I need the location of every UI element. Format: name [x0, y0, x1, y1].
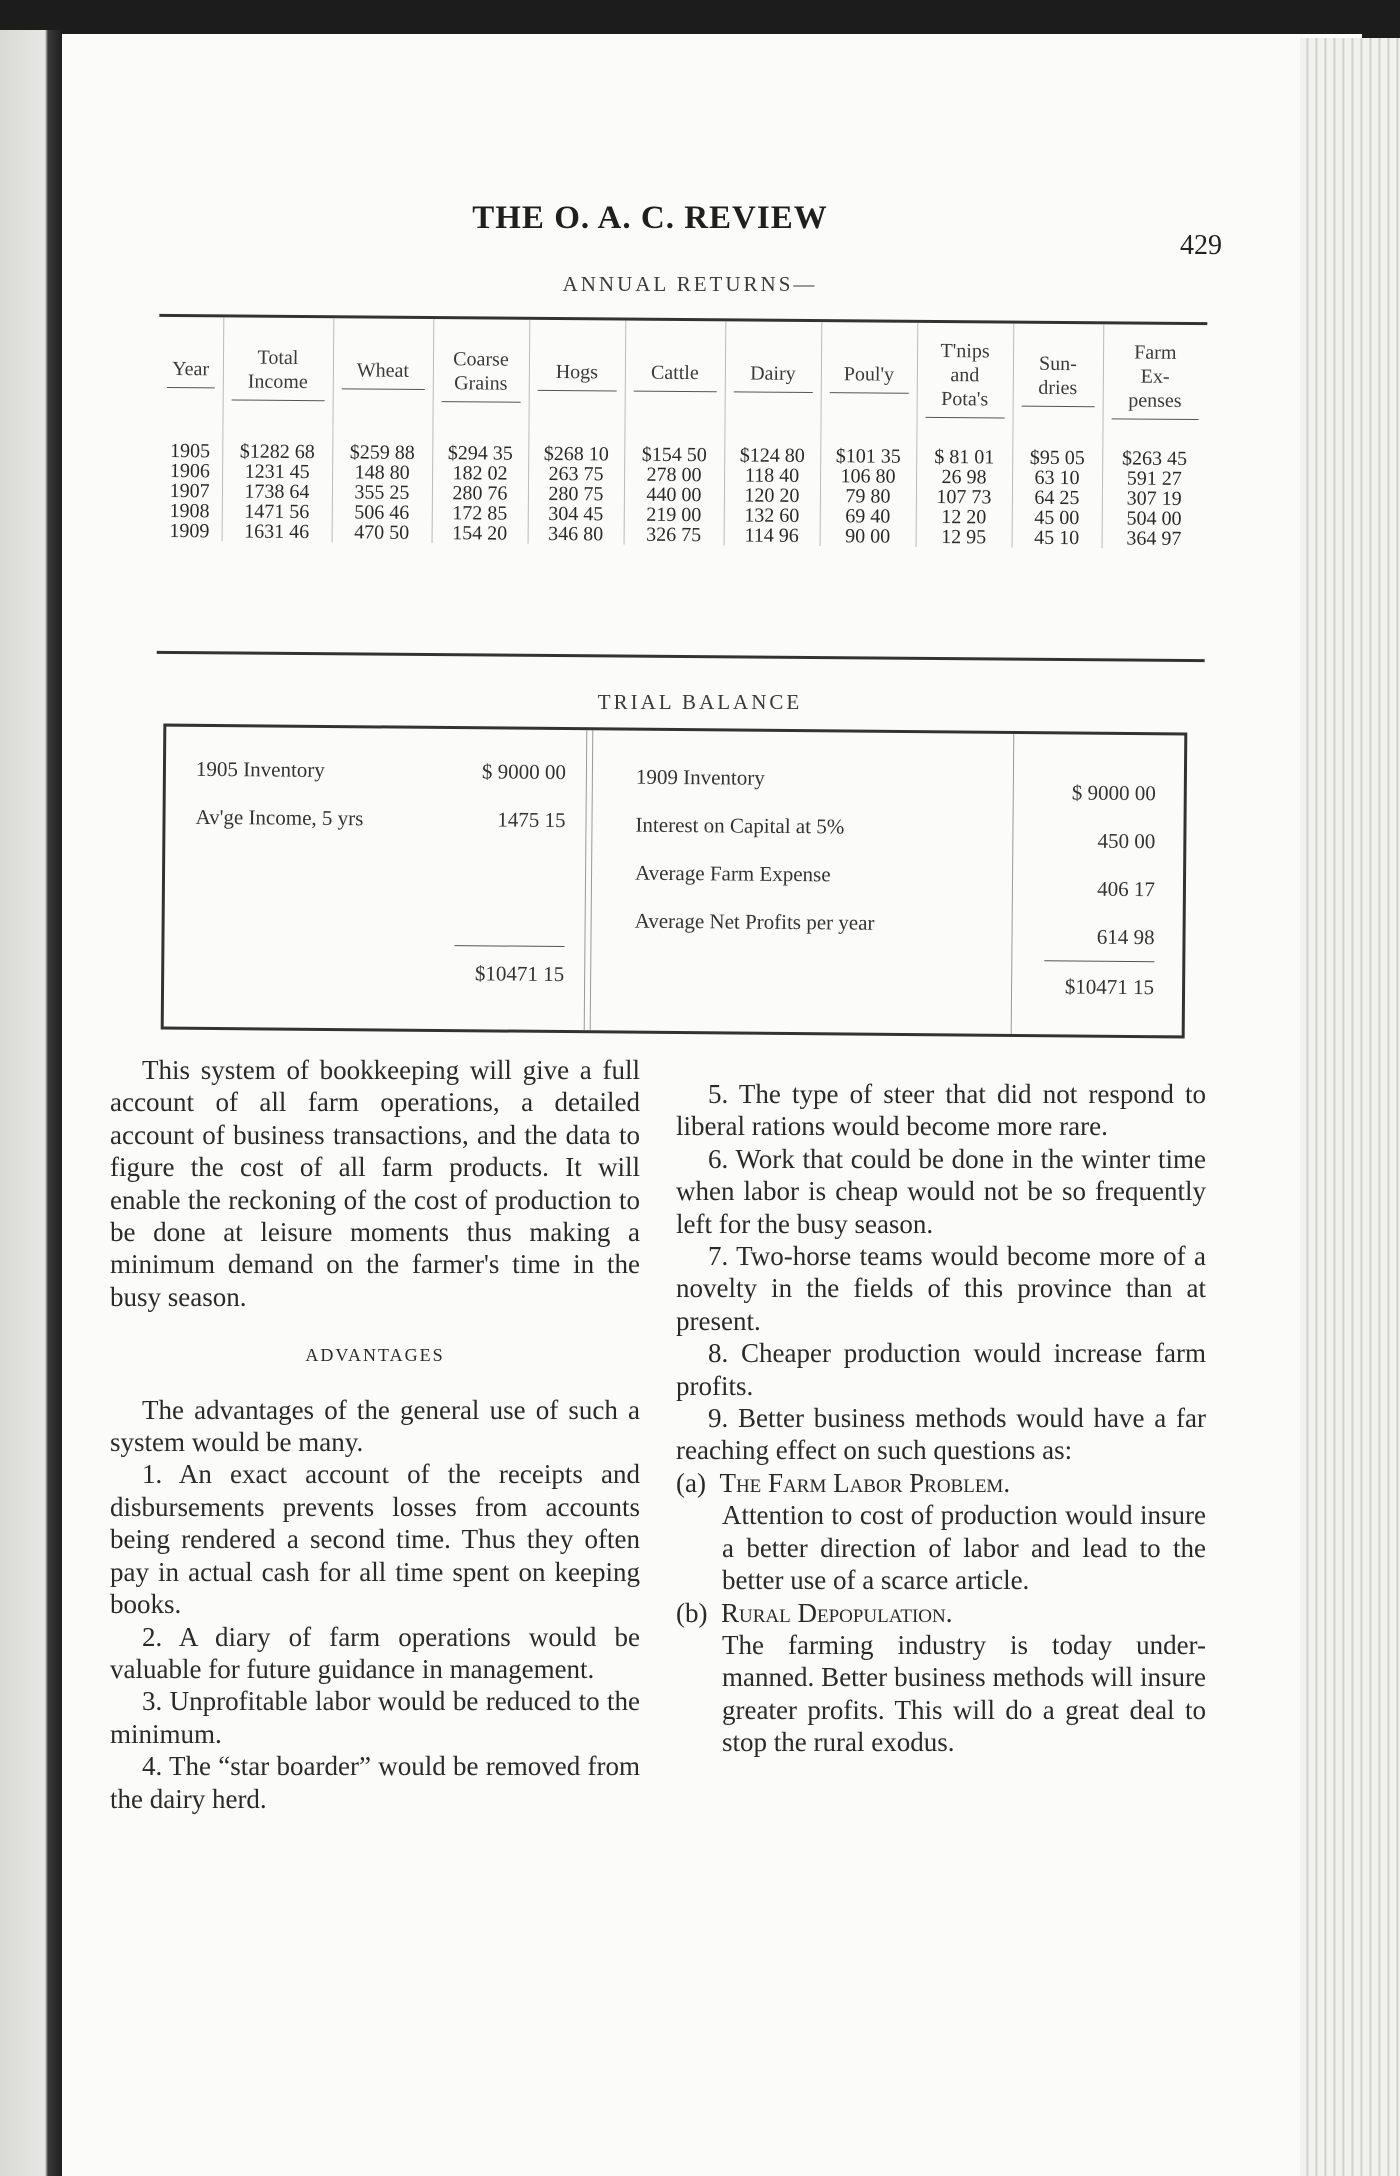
amount-cell: 591 27 — [1126, 467, 1182, 490]
divider-right — [1011, 734, 1015, 1034]
paragraph-7: 7. Two-horse teams would become more of a novelty in the fields of this province than at present. — [676, 1241, 1206, 1336]
amount-cell: $268 10 — [528, 430, 624, 465]
amount-cell: 118 40 — [724, 465, 820, 486]
column-header-text — [1111, 340, 1199, 420]
column-header-line: Poul'y — [843, 362, 895, 386]
column-header-line: Sun- — [1038, 352, 1077, 375]
paragraph-3: 3. Unprofitable labor would be reduced to the minimum. — [110, 1686, 640, 1749]
year-cell: 1905 — [158, 427, 222, 462]
right-total-rule — [1044, 960, 1154, 962]
column-header-line: Hogs — [555, 360, 599, 383]
amount-cell: 12 20 — [916, 507, 1012, 528]
amount-cell: 304 45 — [528, 504, 624, 525]
right-item-amount: 614 98 — [1096, 924, 1155, 950]
amount-cell: 346 80 — [528, 524, 624, 545]
divider-middle-double — [590, 730, 594, 1030]
column-header-line: Coarse — [453, 347, 509, 371]
column-header-text — [167, 356, 215, 387]
amount-cell: 154 20 — [432, 523, 528, 544]
column-header-line: Ex- — [1140, 365, 1170, 388]
column-header — [820, 322, 917, 433]
amount-cell: $95 05 — [1012, 434, 1102, 469]
paragraph-2: 2. A diary of farm operations would be valuable for future guidance in management. — [110, 1621, 640, 1684]
column-header — [916, 323, 1013, 434]
amount-cell: 120 20 — [724, 485, 820, 506]
amount-cell: 12 95 — [916, 527, 1012, 548]
column-header-line: dries — [1038, 376, 1078, 399]
paragraph-intro: This system of bookkeeping will give a full account of all farm operations, a detailed account of business transactions, and the data to figure the cost of all farm products. It will enable the reckoning of the cost of production to be done at leisure moments thus making a minimum demand on the farmer's time in the busy season. — [110, 1055, 640, 1312]
amount-cell: 106 80 — [820, 466, 916, 487]
paragraph-advantages-intro: The advantages of the general use of such a system would be many. — [110, 1394, 640, 1458]
column-header-line: penses — [1128, 389, 1182, 412]
amount-cell: 45 10 — [1012, 528, 1102, 549]
left-column — [110, 1054, 640, 1815]
right-column — [676, 1078, 1206, 1759]
amount-cell: 219 00 — [624, 505, 724, 526]
item-a-heading — [676, 1467, 1206, 1499]
paragraph-1: 1. An exact account of the receipts and disbursements prevents losses from accounts being rendered a second time. Thus they often pay in actual cash for all time spent on keeping books. — [110, 1459, 640, 1620]
year-cell: 1908 — [158, 501, 222, 522]
right-item-label: Average Net Profits per year — [634, 908, 875, 935]
divider-middle — [584, 730, 588, 1030]
column-header-text — [829, 362, 908, 394]
item-b-text: The farming industry is today under-manned. Better business methods will insure greater profits. This will do a great deal to stop the rural exodus. — [722, 1629, 1206, 1758]
amount-cell: 64 25 — [1012, 488, 1102, 509]
amount-cell: 280 76 — [432, 483, 528, 504]
amount-cell: 26 98 — [916, 467, 1012, 488]
right-total: $10471 15 — [1064, 974, 1155, 1000]
amount-cell: 69 40 — [820, 506, 916, 527]
item-a-marker: (a) — [676, 1467, 706, 1498]
paragraph-6: 6. Work that could be done in the winter time when labor is cheap would not be so frequently left for the busy season. — [676, 1143, 1206, 1239]
right-item-amount: $ 9000 00 — [1071, 780, 1156, 806]
left-item-label: 1905 Inventory — [195, 756, 325, 782]
amount-cell: 263 75 — [528, 464, 624, 485]
column-header-line: Wheat — [356, 358, 410, 382]
amount-cell: 132 60 — [724, 505, 820, 526]
book-spine — [0, 30, 62, 2176]
column-header — [1102, 324, 1207, 435]
right-item-label: Average Farm Expense — [634, 860, 831, 887]
amount-cell: 280 75 — [528, 484, 624, 505]
amount-cell: 1471 56 — [222, 501, 332, 522]
trial-balance-caption: TRIAL BALANCE — [597, 690, 803, 714]
amount-cell: 504 00 — [1126, 507, 1182, 530]
amount-cell: $259 88 — [332, 428, 432, 463]
amount-cell: $263 45 — [1121, 447, 1188, 470]
right-item-amount: 406 17 — [1097, 876, 1156, 902]
item-a-title: The Farm Labor Problem. — [719, 1467, 1011, 1498]
column-header-text — [733, 361, 812, 393]
amount-cell: 278 00 — [624, 465, 724, 486]
amount-cell: 440 00 — [624, 485, 724, 506]
column-header-line: Grains — [454, 371, 508, 395]
column-header-line: Cattle — [650, 361, 699, 384]
column-header-text — [341, 358, 424, 390]
item-b-heading — [676, 1597, 1206, 1629]
amount-cell: 1231 45 — [222, 461, 332, 482]
left-item-amount: 1475 15 — [497, 807, 566, 833]
annual-returns-table — [157, 314, 1208, 662]
right-item-label: 1909 Inventory — [635, 764, 765, 790]
column-header — [528, 320, 625, 431]
returns-header-row — [158, 317, 1207, 435]
advantages-heading: ADVANTAGES — [305, 1345, 445, 1366]
page-edges — [1300, 38, 1400, 2176]
amount-cell: 326 75 — [624, 525, 724, 546]
trial-balance-box — [161, 724, 1188, 1039]
column-header — [158, 317, 223, 427]
column-header-text — [537, 359, 616, 391]
running-head: THE O. A. C. REVIEW — [472, 200, 828, 236]
right-item-label: Interest on Capital at 5% — [635, 812, 845, 839]
item-b-title: Rural Depopulation. — [720, 1597, 953, 1628]
column-header-line: T'nips — [940, 339, 990, 362]
annual-returns-caption: ANNUAL RETURNS— — [562, 272, 818, 296]
item-a-text: Attention to cost of production would insure a better direction of labor and lead to the better use of a scarce article. — [722, 1500, 1206, 1596]
amount-cell: 114 96 — [724, 525, 820, 546]
amount-cell: 45 00 — [1012, 508, 1102, 529]
returns-body — [158, 427, 1207, 549]
column-header-text — [925, 338, 1005, 418]
paragraph-9: 9. Better business methods would have a far reaching effect on such questions as: — [676, 1403, 1206, 1466]
column-header-text — [1021, 351, 1094, 407]
column-header-line: and — [950, 363, 980, 386]
amount-cell: 1738 64 — [222, 481, 332, 502]
amount-cell: 470 50 — [332, 522, 432, 543]
amount-cell: 506 46 — [332, 502, 432, 523]
left-total: $10471 15 — [474, 961, 565, 987]
item-b-marker: (b) — [676, 1597, 708, 1628]
paragraph-5: 5. The type of steer that did not respond to liberal rations would become more rare. — [676, 1079, 1206, 1142]
amount-cell: 182 02 — [432, 463, 528, 484]
amount-cell: 307 19 — [1126, 487, 1182, 510]
year-cell: 1909 — [158, 521, 222, 542]
column-header-line: Year — [172, 357, 210, 380]
amount-cell: 107 73 — [916, 487, 1012, 508]
amount-cell: 90 00 — [820, 526, 916, 547]
amount-cell: $101 35 — [820, 432, 916, 467]
year-cell: 1907 — [158, 481, 222, 502]
amount-cell: 172 85 — [432, 503, 528, 524]
column-header-text — [633, 360, 716, 392]
right-item-amount: 450 00 — [1097, 828, 1156, 854]
paragraph-8: 8. Cheaper production would increase farm profits. — [676, 1338, 1206, 1401]
column-header-line: Farm — [1134, 341, 1177, 364]
year-cell: 1906 — [158, 461, 222, 482]
amount-cell: $1282 68 — [222, 427, 332, 462]
column-header-line: Pota's — [941, 387, 989, 410]
scan-background-top — [0, 0, 1400, 38]
amount-cell: $154 50 — [624, 431, 724, 466]
column-header-line: Dairy — [750, 362, 796, 385]
amount-cell: $294 35 — [432, 429, 528, 464]
amount-cell: 355 25 — [332, 482, 432, 503]
column-header-text — [441, 347, 520, 403]
column-header-text — [231, 345, 324, 401]
left-item-label: Av'ge Income, 5 yrs — [195, 804, 364, 831]
amount-cell: 79 80 — [820, 486, 916, 507]
column-header — [332, 318, 433, 429]
column-header-line: Income — [247, 370, 308, 393]
left-total-rule — [454, 945, 564, 947]
column-header — [624, 321, 725, 432]
column-header — [724, 321, 821, 432]
amount-cell: 1631 46 — [222, 521, 332, 542]
column-header — [432, 319, 529, 430]
paragraph-4: 4. The “star boarder” would be removed from the dairy herd. — [110, 1751, 640, 1814]
page-number: 429 — [1180, 230, 1222, 261]
column-header-line: Total — [257, 346, 299, 369]
column-header — [1012, 324, 1103, 435]
left-item-amount: $ 9000 00 — [481, 759, 567, 785]
amount-cell: 148 80 — [332, 462, 432, 483]
amount-cell: 63 10 — [1012, 468, 1102, 489]
amount-cell: 364 97 — [1126, 527, 1182, 550]
column-header — [222, 317, 333, 428]
amount-cell: $ 81 01 — [916, 433, 1012, 468]
amount-cell: $124 80 — [724, 431, 820, 466]
